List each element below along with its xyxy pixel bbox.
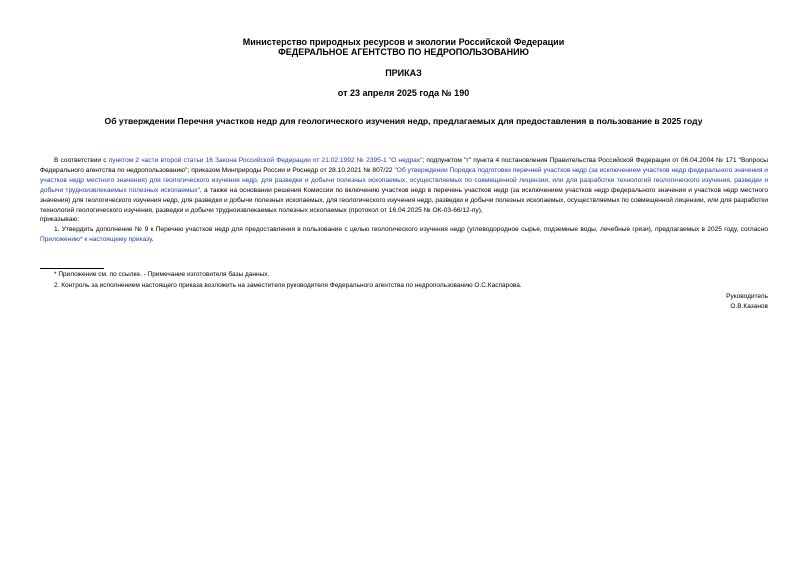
footnote-divider	[40, 268, 104, 269]
signature-position: Руководитель	[726, 293, 768, 300]
footnote: * Приложение см. по ссылке. - Примечание изготовителя базы данных.	[54, 271, 270, 278]
law-link[interactable]: пунктом 2 части второй статьи 16 Закона Российской Федерации от 21.02.1992 № 2395-1 "О недрах"	[108, 157, 423, 164]
document-title: Об утверждении Перечня участков недр для геологического изучения недр, предлагаемых для предоставления в пользование в 2025 году	[104, 116, 703, 126]
preamble-text-2: ; подпунктом "г" пункта 4 постановления Правительства Российской Федерации от 06.04.2004 № 171 "Вопросы Федерального агентства по недропользованию"	[40, 157, 768, 174]
document-type: ПРИКАЗ	[385, 68, 422, 78]
preamble-text-3: ; приказом Минприроды России и Роснедр от 28.10.2021 № 807/22	[187, 166, 395, 174]
item-1-text: 1. Утвердить дополнение № 9 к Перечню участков недр для предоставления в пользование с целью геологического изучения недр (углеводородное сырье, подземные воды, лечебные грязи), предлагаемых в 2025 году, согласно	[54, 226, 768, 234]
order-807-link[interactable]: "Об утверждении Порядка подготовки перечней участков недр (за исключением участков недр федерального значения и участков недр местного значения) для геологического изучения недр, для разведки и добычи полезных ископаемых, осуществляемых по совмещенной лицензии, или для разработки технологий геологического изучения, разведки и добычи трудноизвлекаемых полезных ископаемых"	[40, 166, 768, 194]
signature-name: О.В.Казанов	[730, 303, 768, 310]
document-date-number: от 23 апреля 2025 года № 190	[337, 88, 470, 98]
preamble-text-1: В соответствии с	[54, 157, 109, 164]
appendix-link[interactable]: Приложению* к настоящему приказу	[40, 236, 152, 244]
document-body	[40, 156, 768, 245]
ministry-name: Министерство природных ресурсов и экологии Российской Федерации	[242, 37, 565, 47]
preamble-paragraph	[40, 156, 768, 215]
preamble-text-4: , а также на основании решения Комиссии по включению участков недр в перечень участков недр (за исключением участков недр федерального значения и участков недр местного значения) для геологического изучения недр, для разведки и добычи полезных ископаемых, для геологического изучения недр, разведки и добычи полезных ископаемых, осуществляемых по совмещенной лицензии, или для разработки технологий геологического изучения, разведки и добычи трудноизвлекаемых полезных ископаемых (протокол от 16.04.2025 № ОК-03-66/12-пу),	[40, 186, 768, 214]
agency-name: ФЕДЕРАЛЬНОЕ АГЕНТСТВО ПО НЕДРОПОЛЬЗОВАНИЮ	[278, 47, 529, 57]
item-1-paragraph	[40, 225, 768, 245]
item-2-paragraph: 2. Контроль за исполнением настоящего приказа возложить на заместителя руководителя Федерального агентства по недропользованию О.С.Каспарова.	[54, 282, 522, 289]
item-1-end: .	[151, 236, 154, 244]
order-word: приказываю:	[40, 216, 80, 224]
